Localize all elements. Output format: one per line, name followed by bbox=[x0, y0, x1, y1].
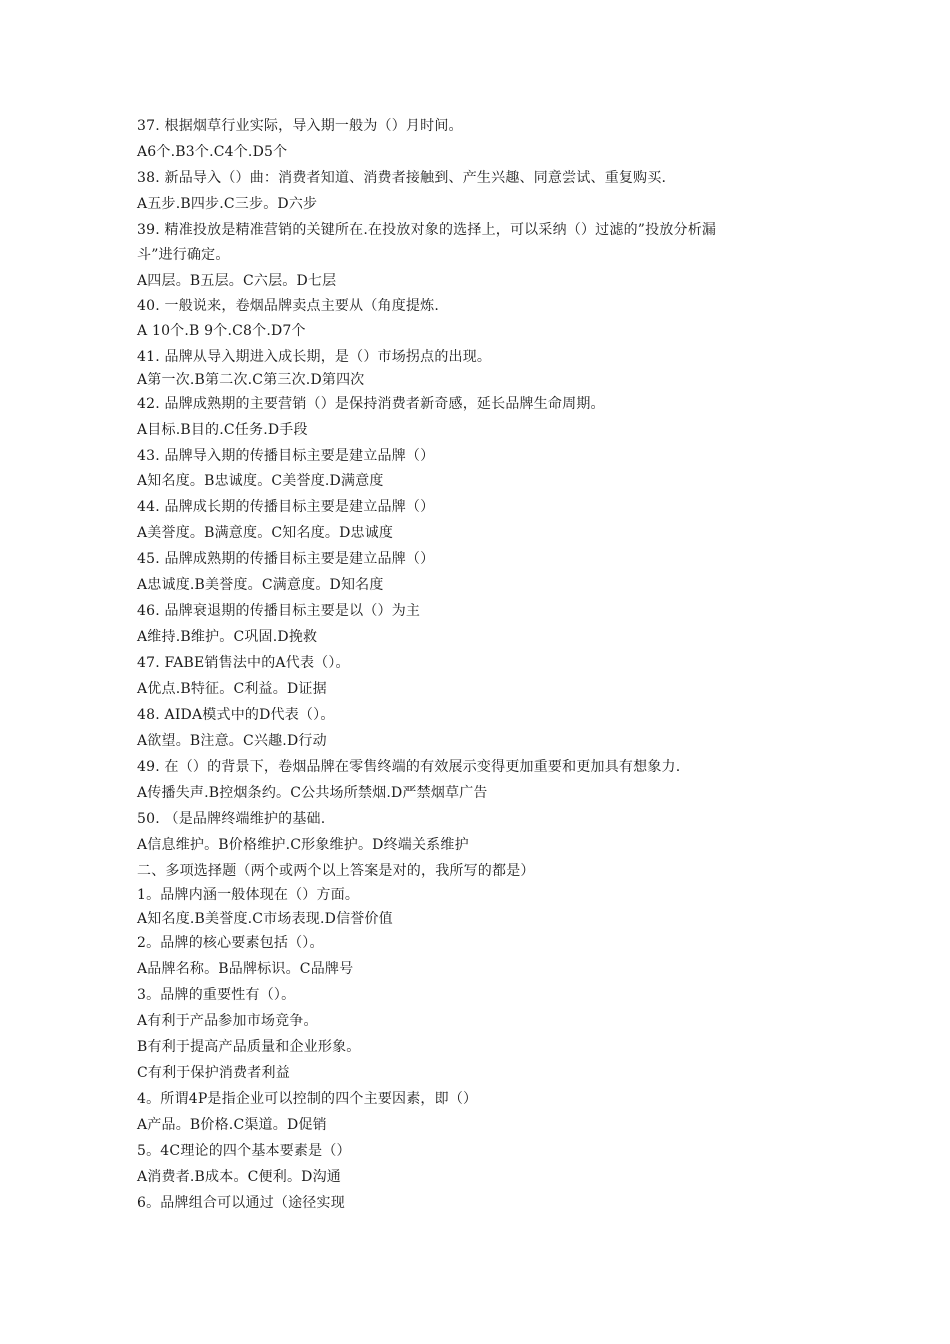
options-40: A 10个.B 9个.C8个.D7个 bbox=[137, 323, 306, 339]
question-38: 38. 新品导入（）曲：消费者知道、消费者接触到、产生兴趣、同意尝试、重复购买. bbox=[137, 170, 667, 186]
question-48: 48. AIDA模式中的D代表（）。 bbox=[137, 707, 335, 723]
mc-options-4: A产品。B价格.C渠道。D促销 bbox=[137, 1117, 327, 1133]
options-46: A维持.B维护。C巩固.D挽救 bbox=[137, 629, 318, 645]
mc-question-5: 5。4C理论的四个基本要素是（） bbox=[137, 1143, 351, 1159]
options-43: A知名度。B忠诚度。C美誉度.D满意度 bbox=[137, 473, 384, 489]
mc-question-3: 3。品牌的重要性有（）。 bbox=[137, 987, 296, 1003]
options-49: A传播失声.B控烟条约。C公共场所禁烟.D严禁烟草广告 bbox=[137, 785, 488, 801]
question-44: 44. 品牌成长期的传播目标主要是建立品牌（） bbox=[137, 499, 435, 515]
mc-question-1: 1。品牌内涵一般体现在（）方面。 bbox=[137, 887, 360, 903]
question-42: 42. 品牌成熟期的主要营销（）是保持消费者新奇感，延长品牌生命周期。 bbox=[137, 396, 605, 412]
options-41: A第一次.B第二次.C第三次.D第四次 bbox=[137, 372, 365, 388]
options-44: A美誉度。B满意度。C知名度。D忠诚度 bbox=[137, 525, 394, 541]
mc-options-5: A消费者.B成本。C便利。D沟通 bbox=[137, 1169, 341, 1185]
mc-option-3c: C有利于保护消费者利益 bbox=[137, 1065, 290, 1081]
options-42: A目标.B目的.C任务.D手段 bbox=[137, 422, 308, 438]
mc-question-6: 6。品牌组合可以通过（途径实现 bbox=[137, 1195, 345, 1211]
options-39: A四层。B五层。C六层。D七层 bbox=[137, 273, 337, 289]
question-46: 46. 品牌衰退期的传播目标主要是以（）为主 bbox=[137, 603, 421, 619]
question-40: 40. 一般说来，卷烟品牌卖点主要从（角度提炼. bbox=[137, 298, 439, 314]
question-50: 50. （是品牌终端维护的基础. bbox=[137, 811, 326, 827]
question-47: 47. FABE销售法中的A代表（）。 bbox=[137, 655, 350, 671]
question-39: 39. 精准投放是精准营销的关键所在.在投放对象的选择上，可以采纳（）过滤的”投放分析漏 bbox=[137, 222, 717, 238]
options-50: A信息维护。B价格维护.C形象维护。D终端关系维护 bbox=[137, 837, 469, 853]
options-45: A忠诚度.B美誉度。C满意度。D知名度 bbox=[137, 577, 384, 593]
section-heading-multiple-choice: 二、多项选择题（两个或两个以上答案是对的，我所写的都是） bbox=[137, 863, 535, 879]
question-39-continued: 斗”进行确定。 bbox=[137, 247, 230, 263]
question-43: 43. 品牌导入期的传播目标主要是建立品牌（） bbox=[137, 448, 435, 464]
options-37: A6个.B3个.C4个.D5个 bbox=[137, 144, 288, 160]
options-47: A优点.B特征。C利益。D证据 bbox=[137, 681, 327, 697]
mc-options-2: A品牌名称。B品牌标识。C品牌号 bbox=[137, 961, 354, 977]
mc-option-3b: B有利于提高产品质量和企业形象。 bbox=[137, 1039, 361, 1055]
question-37: 37. 根据烟草行业实际，导入期一般为（）月时间。 bbox=[137, 118, 463, 134]
question-41: 41. 品牌从导入期进入成长期，是（）市场拐点的出现。 bbox=[137, 349, 492, 365]
mc-question-2: 2。品牌的核心要素包括（）。 bbox=[137, 935, 324, 951]
mc-option-3a: A有利于产品参加市场竞争。 bbox=[137, 1013, 318, 1029]
options-38: A五步.B四步.C三步。D六步 bbox=[137, 196, 318, 212]
mc-options-1: A知名度.B美誉度.C市场表现.D信誉价值 bbox=[137, 911, 393, 927]
question-49: 49. 在（）的背景下，卷烟品牌在零售终端的有效展示变得更加重要和更加具有想象力. bbox=[137, 759, 681, 775]
question-45: 45. 品牌成熟期的传播目标主要是建立品牌（） bbox=[137, 551, 435, 567]
mc-question-4: 4。所谓4P是指企业可以控制的四个主要因素，即（） bbox=[137, 1091, 478, 1107]
options-48: A欲望。B注意。C兴趣.D行动 bbox=[137, 733, 327, 749]
